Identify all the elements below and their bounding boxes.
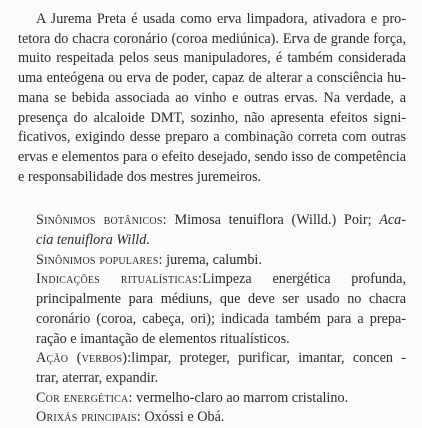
property-label: Ação (verbos): xyxy=(36,350,132,367)
property-label: Orixás principais: xyxy=(36,409,141,426)
paragraph-line: A Jurema Preta é usada como erva limpadora, ativadora e pro- xyxy=(36,11,406,27)
paragraph-line: muito respeitada pelos seus manipuladores, é também considerada xyxy=(18,50,406,67)
description-paragraph xyxy=(18,10,406,187)
property-value: Limpeza energética profunda, xyxy=(202,271,406,288)
property-value: jurema, calumbi. xyxy=(162,251,262,268)
paragraph-line: ficativos, exigindo desse preparo a combinação correta com outras xyxy=(18,129,406,146)
popular-synonyms xyxy=(18,251,406,271)
property-value-italic: cia tenuiflora Willd. xyxy=(36,232,150,249)
property-value: limpar, proteger, purificar, imantar, concen - xyxy=(131,350,406,367)
action-verbs xyxy=(18,349,406,388)
property-value: vermelho-claro ao marrom cristalino. xyxy=(132,389,349,406)
property-value: coronário (coroa, cabeça, ori); indicada também para a prepa- xyxy=(36,310,406,327)
energetic-color xyxy=(18,389,406,409)
property-value: Mimosa tenuiflora (Willd.) Poir; xyxy=(166,212,380,229)
property-value: trar, aterrar, expandir. xyxy=(36,369,159,386)
botanical-synonyms xyxy=(18,211,406,250)
main-orixas xyxy=(18,408,406,428)
paragraph-line: e responsabilidade dos mestres juremeiros. xyxy=(18,168,262,185)
property-label: Sinônimos populares: xyxy=(36,251,163,268)
paragraph-line: tetora do chacra coronário (coroa mediúnica). Erva de grande força, xyxy=(18,30,406,47)
paragraph-line: presença do alcaloide DMT, sozinho, não apresenta efeitos signi- xyxy=(18,109,406,126)
property-label: Indicações ritualísticas: xyxy=(36,271,203,288)
property-label: Cor energética: xyxy=(36,389,133,406)
property-value-italic: Aca- xyxy=(379,212,407,229)
paragraph-line: uma enteógena ou erva de poder, capaz de alterar a consciência hu- xyxy=(18,70,406,87)
property-value: Oxóssi e Obá. xyxy=(140,409,225,426)
property-value: principalmente para médiuns, que deve ser usado no chacra xyxy=(36,291,406,308)
property-label: Sinônimos botânicos: xyxy=(36,212,167,229)
property-value: ração e imantação de elementos ritualísticos. xyxy=(36,330,290,347)
ritual-indications xyxy=(18,270,406,349)
paragraph-line: ervas e elementos para o efeito desejado, sendo isso de competência xyxy=(18,148,406,165)
paragraph-line: mana se bebida associada ao vinho e outras ervas. Na verdade, a xyxy=(18,89,406,106)
properties-list xyxy=(18,211,406,428)
